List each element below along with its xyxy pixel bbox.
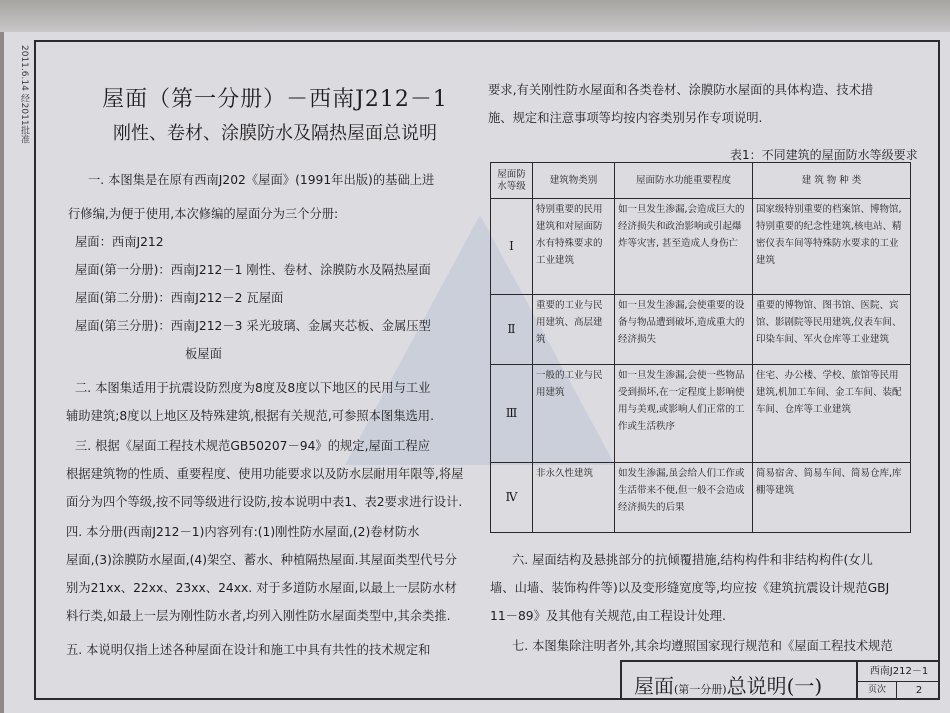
- header-importance: 屋面防水功能重要程度: [615, 163, 753, 199]
- document-title: 屋面（第一分册）－西南J212－1: [102, 87, 448, 112]
- paragraph-line: 屋面(第一分册)：西南J212－1 刚性、卷材、涂膜防水及隔热屋面: [75, 263, 431, 277]
- header-types: 建 筑 物 种 类: [753, 163, 911, 199]
- table-row: [491, 199, 911, 295]
- paragraph-line: 行修编,为便于使用,本次修编的屋面分为三个分册:: [68, 207, 339, 221]
- category-cell: 一般的工业与民用建筑: [533, 365, 615, 463]
- paragraph-line: 屋面：西南J212: [75, 235, 164, 249]
- table-row: [491, 463, 911, 533]
- handwritten-side-note: 2011.6.14 经2011批准: [19, 45, 29, 144]
- paragraph-line: 屋面(第二分册)：西南J212－2 瓦屋面: [75, 291, 284, 305]
- importance-cell: 如一旦发生渗漏,会造成巨大的经济损失和政治影响或引起爆炸等灾害, 甚至造成人身伤亡: [615, 199, 753, 295]
- title-block-meta: [856, 662, 940, 700]
- title-block: [620, 660, 940, 700]
- waterproof-grade-table: [490, 162, 911, 533]
- paragraph-line: 墙、山墙、装饰构件等)以及变形缝宽度等,均应按《建筑抗震设计规范GBJ: [490, 581, 890, 595]
- table-row: [491, 365, 911, 463]
- importance-cell: 如一旦发生渗漏,会使重要的设备与物品遭到破坏,造成重大的经济损失: [615, 295, 753, 365]
- types-cell: 住宅、办公楼、学校、旅馆等民用建筑,机加工车间、金工车间、装配车间、仓库等工业建筑: [753, 365, 911, 463]
- paragraph-line: 料行类,如最上一层为刚性防水者,均列入刚性防水屋面类型中,其余类推.: [66, 609, 451, 623]
- category-cell: 重要的工业与民用建筑、高层建筑: [533, 295, 615, 365]
- photo-top-edge: [0, 0, 950, 32]
- types-cell: 重要的博物馆、图书馆、医院、宾馆、影剧院等民用建筑,仪表车间、印染车间、军火仓库等工业建筑: [753, 295, 911, 365]
- paragraph-line: 三. 根据《屋面工程技术规范GB50207－94》的规定,屋面工程应: [75, 439, 430, 453]
- paragraph-line: 别为21xx、22xx、23xx、24xx. 对于多道防水屋面,以最上一层防水材: [66, 581, 457, 595]
- document-subtitle: 刚性、卷材、涂膜防水及隔热屋面总说明: [113, 123, 437, 144]
- page-label: 页次: [858, 682, 897, 699]
- paragraph-line: 六. 屋面结构及悬挑部分的抗倾覆措施,结构构件和非结构构件(女儿: [512, 553, 873, 567]
- header-grade: 屋面防水等级: [491, 163, 533, 199]
- table-row: [491, 295, 911, 365]
- importance-cell: 如发生渗漏,虽会给人们工作或生活带来不便,但一般不会造成经济损失的后果: [615, 463, 753, 533]
- paragraph-line: 辅助建筑;8度以上地区及特殊建筑,根据有关规范,可参照本图集选用.: [66, 409, 435, 423]
- types-cell: 国家级特别重要的档案馆、博物馆,特别重要的纪念性建筑,核电站、精密仪表车间等特殊防水要求的工业建筑: [753, 199, 911, 295]
- paragraph-line: 板屋面: [185, 347, 222, 361]
- table-header-row: [491, 163, 911, 199]
- paragraph-line: 屋面,(3)涂膜防水屋面,(4)架空、蓄水、种植隔热屋面.其屋面类型代号分: [66, 553, 457, 567]
- header-category: 建筑物类别: [533, 163, 615, 199]
- category-cell: 非永久性建筑: [533, 463, 615, 533]
- grade-cell: Ⅰ: [491, 199, 533, 295]
- page-number: 2: [915, 685, 923, 696]
- grade-cell: Ⅳ: [491, 463, 533, 533]
- paragraph-line: 一. 本图集是在原有西南J202《屋面》(1991年出版)的基础上进: [88, 173, 435, 187]
- paragraph-line: 根据建筑物的性质、重要程度、使用功能要求以及防水层耐用年限等,将屋: [66, 467, 464, 481]
- paragraph-line: 四. 本分册(西南J212－1)内容列有:(1)刚性防水屋面,(2)卷材防水: [66, 525, 420, 539]
- table-caption: 表1：不同建筑的屋面防水等级要求: [730, 148, 918, 162]
- paragraph-line: 11－89》及其他有关规范,由工程设计处理.: [490, 609, 726, 623]
- paragraph-line: 面分为四个等级,按不同等级进行设防,按本说明中表1、表2要求进行设计.: [66, 495, 463, 509]
- grade-cell: Ⅲ: [491, 365, 533, 463]
- category-cell: 特别重要的民用建筑和对屋面防水有特殊要求的工业建筑: [533, 199, 615, 295]
- title-block-name: 屋面(第一分册)总说明(一): [634, 674, 823, 698]
- atlas-number: 西南J212－1: [858, 662, 940, 682]
- importance-cell: 如一旦发生渗漏,会使一些物品受到损坏,在一定程度上影响使用与美观,或影响人们正常的工作或生活秩序: [615, 365, 753, 463]
- types-cell: 简易宿舍、简易车间、简易仓库,库棚等建筑: [753, 463, 911, 533]
- right-intro: 要求,有关刚性防水屋面和各类卷材、涂膜防水屋面的具体构造、技术措 施、规定和注意事项等均按内容类别另作专项说明.: [488, 83, 874, 125]
- paragraph-line: 七. 本图集除注明者外,其余均遵照国家现行规范和《屋面工程技术规范: [512, 639, 893, 653]
- paragraph-line: 屋面(第三分册)：西南J212－3 采光玻璃、金属夹芯板、金属压型: [75, 319, 431, 333]
- paragraph-line: 五. 本说明仅指上述各种屋面在设计和施工中具有共性的技术规定和: [66, 643, 431, 657]
- paragraph-line: 二. 本图集适用于抗震设防烈度为8度及8度以下地区的民用与工业: [75, 381, 431, 395]
- grade-cell: Ⅱ: [491, 295, 533, 365]
